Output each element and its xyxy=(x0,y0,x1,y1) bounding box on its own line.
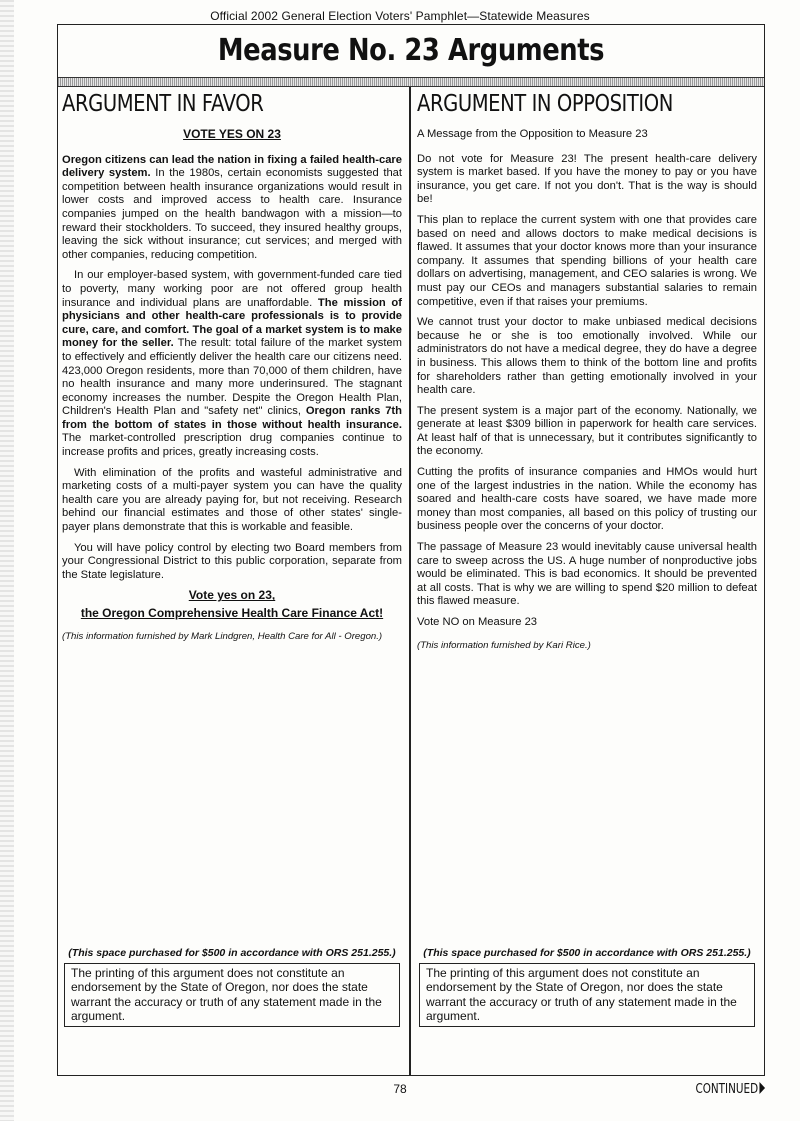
opposition-paragraph-2: This plan to replace the current system with one that provides care based on need and allows doctors to make medical decisions is flawed. It assumes that your doctor knows more than your insurance company. It assumes that spending billions of your health care dollars on advertising, management, and CEO salaries is wrong. We must pay our CEOs and managers substantial salaries to remain competitive, even if that raises your premiums. xyxy=(417,213,757,308)
favor-closing-line-1: Vote yes on 23, xyxy=(188,588,276,603)
emphasis-text: Oregon ranks 7th from the bottom of states in those without health insurance. xyxy=(62,405,402,431)
opposition-body xyxy=(417,128,757,652)
body-text: In the 1980s, certain economists suggested that competition between health insurance organizations would result in lower costs and improved access to health care. Insurance companies jumped on the health bandwagon with a mission—to reward their stockholders. To succeed, they insured healthy groups, leaving the sick without insurance; cut services; and merged with other companies, reducing competition. xyxy=(62,167,402,261)
favor-paragraph-4: You will have policy control by electing two Board members from your Congressional District to this public corporation, separate from the State legislature. xyxy=(62,541,402,581)
continued-arrow-icon xyxy=(759,1082,765,1094)
favor-vote-line: VOTE YES ON 23 xyxy=(183,127,281,141)
favor-paragraph-3: With elimination of the profits and wasteful administrative and marketing costs of a multi-payer system you can have the quality health care you are already paying for, but not receiving. Research behind our financial estimates and those of other states' single-payer plans demonstrate that this is workable and feasible. xyxy=(62,466,402,534)
favor-heading: ARGUMENT IN FAVOR xyxy=(62,91,264,117)
favor-paragraph-1 xyxy=(62,154,402,263)
opposition-credit: (This information furnished by Kari Rice.) xyxy=(417,639,591,651)
body-text: The market-controlled prescription drug companies continue to increase profits and prices, greatly increasing costs. xyxy=(62,432,402,459)
opposition-paragraph-1: Do not vote for Measure 23! The present health-care delivery system is market based. If you have the money to pay or you have insurance, you get care. If not you don't. That is the way is should be! xyxy=(417,152,757,206)
opposition-heading: ARGUMENT IN OPPOSITION xyxy=(417,91,673,117)
argument-in-favor-column xyxy=(62,87,402,1075)
page-frame xyxy=(57,24,765,1076)
continued-marker xyxy=(695,1082,765,1097)
opposition-paragraph-6: The passage of Measure 23 would inevitably cause universal health care to sweep across the US. A huge number of nonproductive jobs would be eliminated. This is bad economics. It should be prevented at all costs. That is why we are willing to spend $20 million to defeat this flawed measure. xyxy=(417,541,757,608)
argument-in-opposition-column xyxy=(417,87,757,1075)
binding-edge xyxy=(0,0,14,1121)
continued-label: CONTINUED xyxy=(695,1082,758,1097)
opposition-paragraph-3: We cannot trust your doctor to make unbiased medical decisions because he or she is too emotionally involved. While our administrators do not have a medical degree, they do have a degree in business. This allows them to think of the bottom line and profits for shareholders rather than getting emotionally involved in your health care. xyxy=(417,316,757,397)
title-rule xyxy=(58,77,764,87)
body-text: In our employer-based system, with government-funded care tied to poverty, many working poor are not offered group health insurance and individual plans are unaffordable. xyxy=(62,269,402,309)
emphasis-text: The mission of physicians and other health-care professionals is to provide cure, care, and comfort. The goal of a market system is to make money for the seller. xyxy=(62,296,402,350)
page-title: Measure No. 23 Arguments xyxy=(217,33,605,68)
favor-disclaimer: The printing of this argument does not constitute an endorsement by the State of Oregon, nor does the state warrant the accuracy or truth of any statement made in the argument. xyxy=(64,963,400,1027)
running-head: Official 2002 General Election Voters' Pamphlet—Statewide Measures xyxy=(210,9,590,23)
favor-credit: (This information furnished by Mark Lindgren, Health Care for All - Oregon.) xyxy=(62,630,383,642)
page-number: 78 xyxy=(393,1082,407,1096)
opposition-paragraph-4: The present system is a major part of the economy. Nationally, we generate at least $309 billion in paperwork for health care services. At least half of that is unnecessary, but it contributes significantly to the economy. xyxy=(417,404,757,458)
opposition-disclaimer: The printing of this argument does not constitute an endorsement by the State of Oregon, nor does the state warrant the accuracy or truth of any statement made in the argument. xyxy=(419,963,755,1027)
favor-purchase-note: (This space purchased for $500 in accordance with ORS 251.255.) xyxy=(68,947,396,959)
favor-closing-line-2: the Oregon Comprehensive Health Care Finance Act! xyxy=(80,606,384,620)
emphasis-text: Oregon citizens can lead the nation in fixing a failed health-care delivery system. xyxy=(62,153,402,180)
favor-body xyxy=(62,128,402,643)
opposition-intro: A Message from the Opposition to Measure 23 xyxy=(417,128,648,140)
favor-paragraph-2 xyxy=(62,269,402,459)
opposition-vote-no: Vote NO on Measure 23 xyxy=(417,616,538,628)
body-text: The result: total failure of the market system to effectively and efficiently deliver the health care our citizens need. 423,000 Oregon residents, more than 70,000 of them children, have no health insurance and many more underinsured. The stagnant economy increases the number. Despite the Oregon Health Plan, Children's Health Plan and "safety net" clinics, xyxy=(62,337,402,418)
column-divider xyxy=(409,87,411,1075)
opposition-paragraph-5: Cutting the profits of insurance companies and HMOs would hurt one of the largest industries in the nation. While the economy has soared and health-care costs have soared, we have made more money than most companies, all based on this policy of trusting our business people over the concerns of your doctor. xyxy=(417,466,757,533)
opposition-purchase-note: (This space purchased for $500 in accordance with ORS 251.255.) xyxy=(423,947,751,959)
